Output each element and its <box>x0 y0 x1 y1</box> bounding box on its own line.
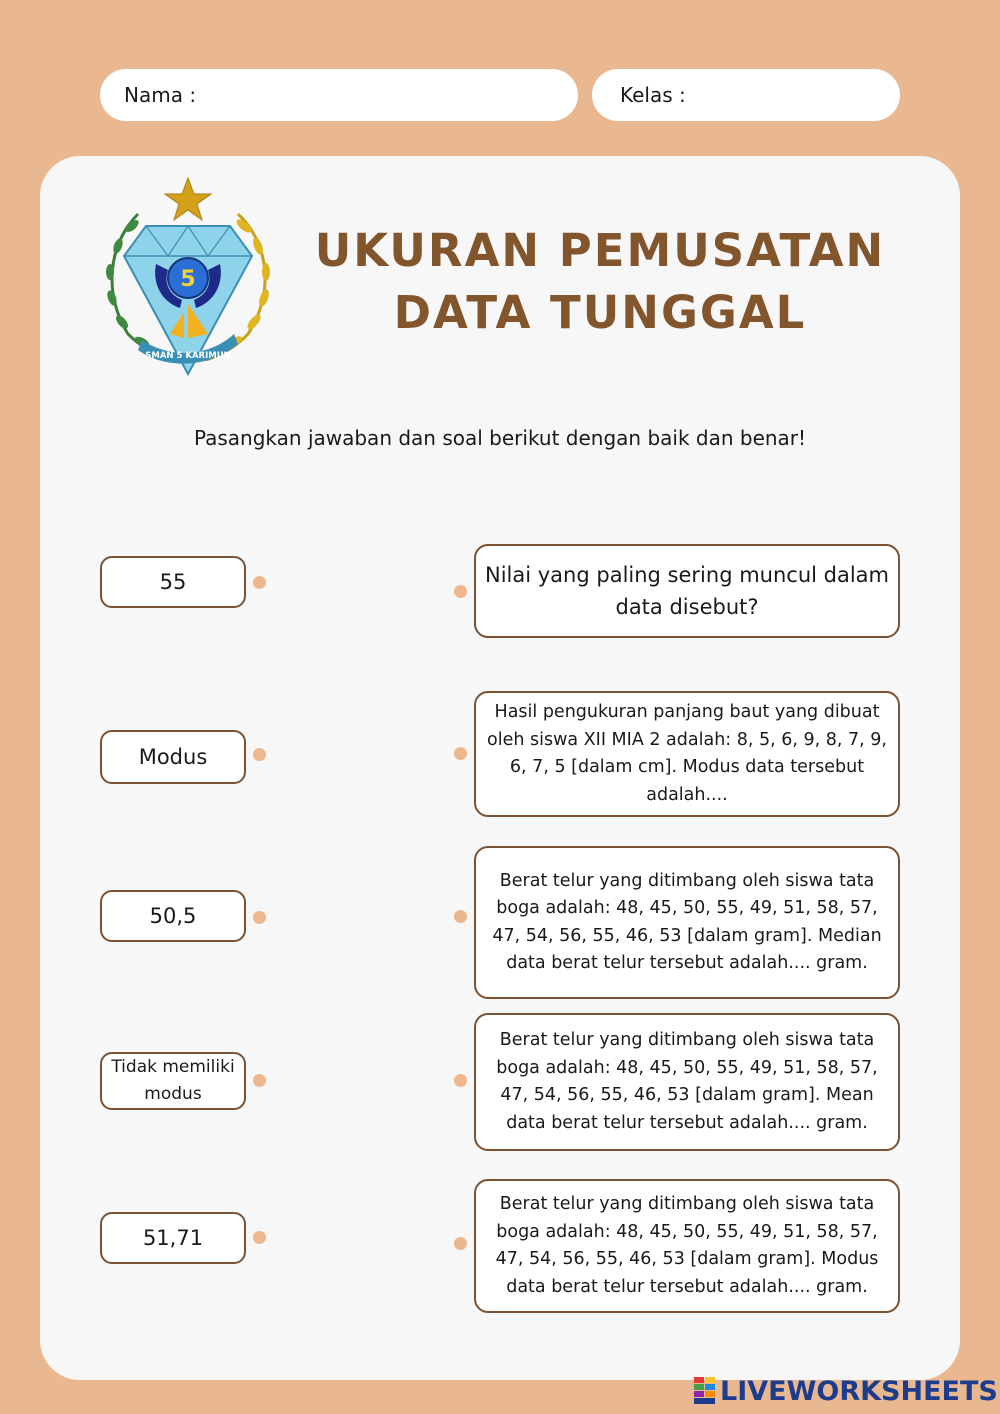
class-label: Kelas : <box>620 83 686 107</box>
question-box-5[interactable] <box>474 1179 900 1313</box>
answer-label: 55 <box>159 570 187 594</box>
question-box-4[interactable] <box>474 1013 900 1151</box>
answer-label: 51,71 <box>142 1226 204 1250</box>
question-text: Hasil pengukuran panjang baut yang dibuat oleh siswa XII MIA 2 adalah: 8, 5, 6, 9, 8, 7, 9, 6, 7, 5 [dalam cm]. Modus data tersebut adalah.... <box>487 702 887 805</box>
title-line-1: UKURAN PEMUSATAN <box>314 224 886 277</box>
answer-box-1[interactable] <box>100 556 246 608</box>
liveworksheets-brand[interactable] <box>694 1374 998 1408</box>
name-label: Nama : <box>124 83 197 107</box>
school-logo <box>98 174 278 384</box>
question-dot-3[interactable] <box>454 910 467 923</box>
answer-dot-2[interactable] <box>253 748 266 761</box>
answer-dot-5[interactable] <box>253 1231 266 1244</box>
question-text: Berat telur yang ditimbang oleh siswa tata boga adalah: 48, 45, 50, 55, 49, 51, 58, 57, 47, 54, 56, 55, 46, 53 [dalam gram]. Mean data berat telur tersebut adalah.... gram. <box>496 1030 878 1133</box>
answer-box-2[interactable] <box>100 730 246 784</box>
answer-box-4[interactable] <box>100 1052 246 1110</box>
question-dot-5[interactable] <box>454 1237 467 1250</box>
question-dot-2[interactable] <box>454 747 467 760</box>
question-text: Berat telur yang ditimbang oleh siswa tata boga adalah: 48, 45, 50, 55, 49, 51, 58, 57, 47, 54, 56, 55, 46, 53 [dalam gram]. Median data berat telur tersebut adalah.... gram. <box>492 870 882 973</box>
name-field[interactable] <box>100 69 578 121</box>
question-text: Berat telur yang ditimbang oleh siswa tata boga adalah: 48, 45, 50, 55, 49, 51, 58, 57, 47, 54, 56, 55, 46, 53 [dalam gram]. Modus data berat telur tersebut adalah.... gram. <box>495 1194 879 1297</box>
answer-box-3[interactable] <box>100 890 246 942</box>
page-title <box>310 220 890 344</box>
answer-dot-3[interactable] <box>253 911 266 924</box>
worksheet-card <box>40 156 960 1380</box>
liveworksheets-logo-icon <box>694 1377 716 1405</box>
question-box-2[interactable] <box>474 691 900 817</box>
answer-label: Tidak memiliki modus <box>111 1057 235 1104</box>
question-box-3[interactable] <box>474 846 900 999</box>
logo-number: 5 <box>180 267 196 292</box>
question-dot-4[interactable] <box>454 1074 467 1087</box>
brand-text: LIVEWORKSHEETS <box>720 1375 998 1407</box>
answer-label: Modus <box>138 745 208 769</box>
answer-label: 50,5 <box>149 904 197 928</box>
instruction-text: Pasangkan jawaban dan soal berikut dengan baik dan benar! <box>193 426 807 450</box>
logo-text: SMAN 5 KARIMUN <box>145 351 231 361</box>
answer-dot-4[interactable] <box>253 1074 266 1087</box>
question-box-1[interactable] <box>474 544 900 638</box>
question-dot-1[interactable] <box>454 585 467 598</box>
question-text: Nilai yang paling sering muncul dalam data disebut? <box>485 563 889 619</box>
answer-dot-1[interactable] <box>253 576 266 589</box>
title-line-2: DATA TUNGGAL <box>393 286 807 339</box>
answer-box-5[interactable] <box>100 1212 246 1264</box>
class-field[interactable] <box>592 69 900 121</box>
